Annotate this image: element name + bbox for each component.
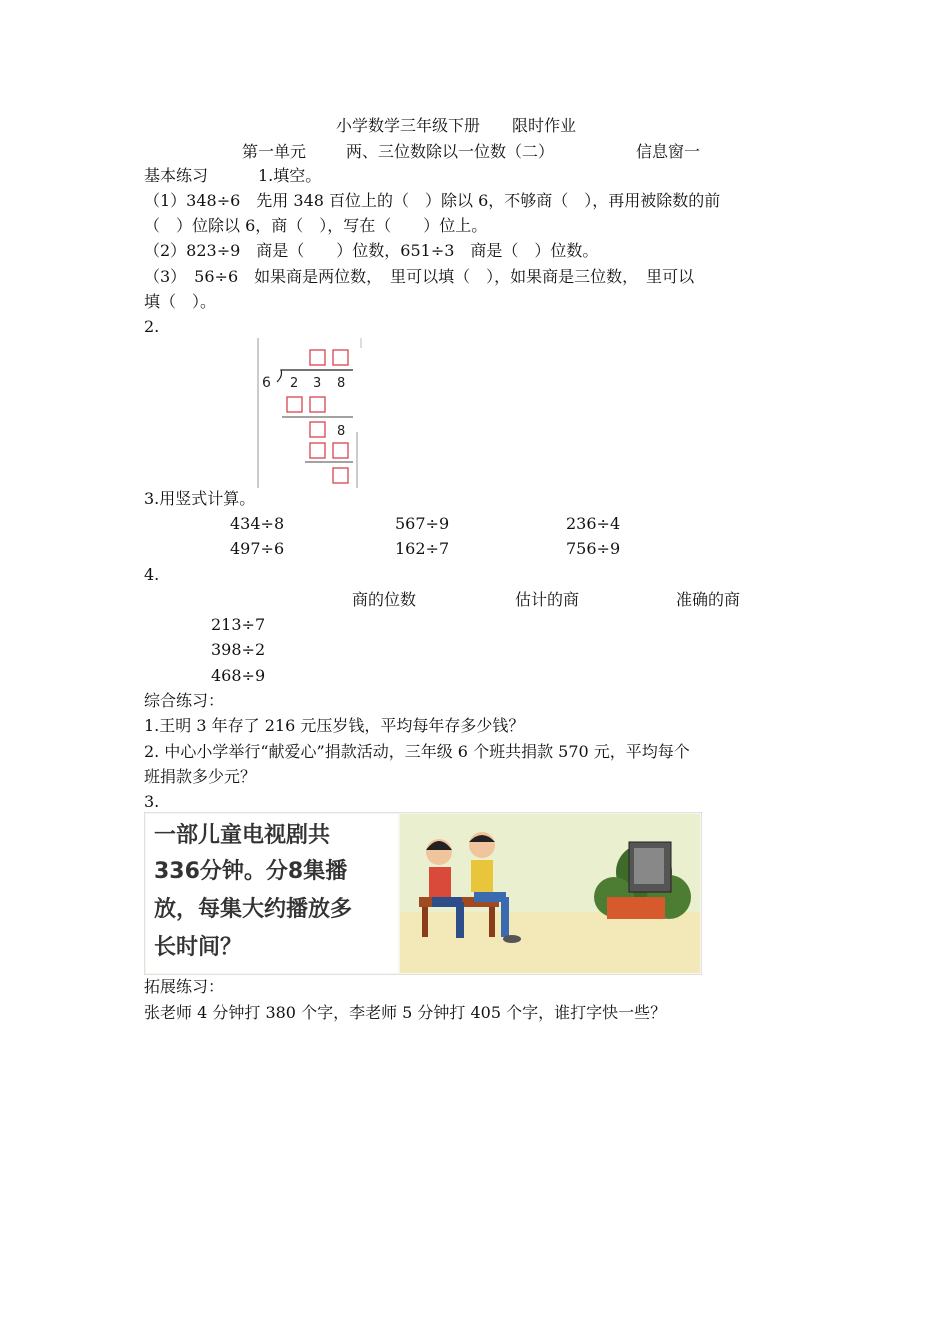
brought-down-digit: 8	[337, 424, 346, 439]
info-window-label: 信息窗一	[636, 142, 701, 161]
quotient-box-1	[310, 350, 325, 365]
q3-item: 756÷9	[566, 539, 621, 558]
product-box-1	[287, 397, 302, 412]
q2-number: 2.	[144, 317, 160, 336]
dividend-digit-2: 3	[313, 376, 322, 391]
remainder-box	[310, 422, 325, 437]
long-division-diagram	[257, 338, 362, 488]
q3-item: 434÷8	[230, 514, 285, 533]
q4-header-digits: 商的位数	[352, 590, 417, 609]
q1-part3-line2: 填（ ）。	[144, 292, 217, 311]
dividend-digit-3: 8	[337, 376, 346, 391]
section-comprehensive: 综合练习：	[144, 691, 225, 710]
final-remainder-box	[333, 468, 348, 483]
product-box-2	[310, 397, 325, 412]
divisor: 6	[262, 375, 271, 391]
comp-q3-number: 3.	[144, 792, 160, 811]
q4-header-exact: 准确的商	[676, 590, 741, 609]
q3-title: 3.用竖式计算。	[144, 489, 256, 508]
problem-text-line: 一部儿童电视剧共	[154, 823, 331, 848]
q1-part1-line2: （ ）位除以 6，商（ ），写在（ ）位上。	[144, 216, 488, 235]
q4-header-estimate: 估计的商	[515, 590, 580, 609]
tv-stand	[607, 897, 665, 919]
page-title: 小学数学三年级下册 限时作业	[336, 116, 577, 135]
unit-label: 第一单元	[242, 142, 307, 161]
product2-box-2	[333, 443, 348, 458]
problem-text-line: 336分钟。分8集播	[154, 859, 348, 884]
comp-q2-line1: 2. 中心小学举行“献爱心”捐款活动，三年级 6 个班共捐款 570 元，平均每个	[144, 742, 690, 761]
q1-title: 1.填空。	[258, 166, 322, 185]
q4-row: 468÷9	[211, 666, 266, 685]
q4-number: 4.	[144, 565, 160, 584]
q1-part3-line1: （3） 56÷6 如果商是两位数， 里可以填（ ），如果商是三位数， 里可以	[144, 267, 695, 286]
product2-box-1	[310, 443, 325, 458]
problem-text-line: 长时间？	[154, 935, 243, 960]
q4-row: 398÷2	[211, 640, 266, 659]
tv-problem-illustration	[144, 812, 702, 975]
quotient-box-2	[333, 350, 348, 365]
q3-item: 497÷6	[230, 539, 285, 558]
ext-q1: 张老师 4 分钟打 380 个字，李老师 5 分钟打 405 个字，谁打字快一些？	[144, 1003, 667, 1022]
unit-topic: 两、三位数除以一位数（二）	[346, 142, 555, 161]
q4-row: 213÷7	[211, 615, 266, 634]
q3-item: 567÷9	[395, 514, 450, 533]
section-basic: 基本练习	[144, 166, 209, 185]
q3-item: 236÷4	[566, 514, 621, 533]
comp-q1: 1.王明 3 年存了 216 元压岁钱，平均每年存多少钱？	[144, 716, 525, 735]
dividend-digit-1: 2	[290, 376, 299, 391]
q1-part2: （2）823÷9 商是（ ）位数，651÷3 商是（ ）位数。	[144, 241, 599, 260]
q1-part1-line1: （1）348÷6 先用 348 百位上的（ ）除以 6，不够商（ ），再用被除数的前	[144, 191, 721, 210]
q3-item: 162÷7	[395, 539, 450, 558]
comp-q2-line2: 班捐款多少元？	[144, 767, 257, 786]
section-extension: 拓展练习：	[144, 977, 225, 996]
problem-text-line: 放，每集大约播放多	[154, 897, 353, 922]
